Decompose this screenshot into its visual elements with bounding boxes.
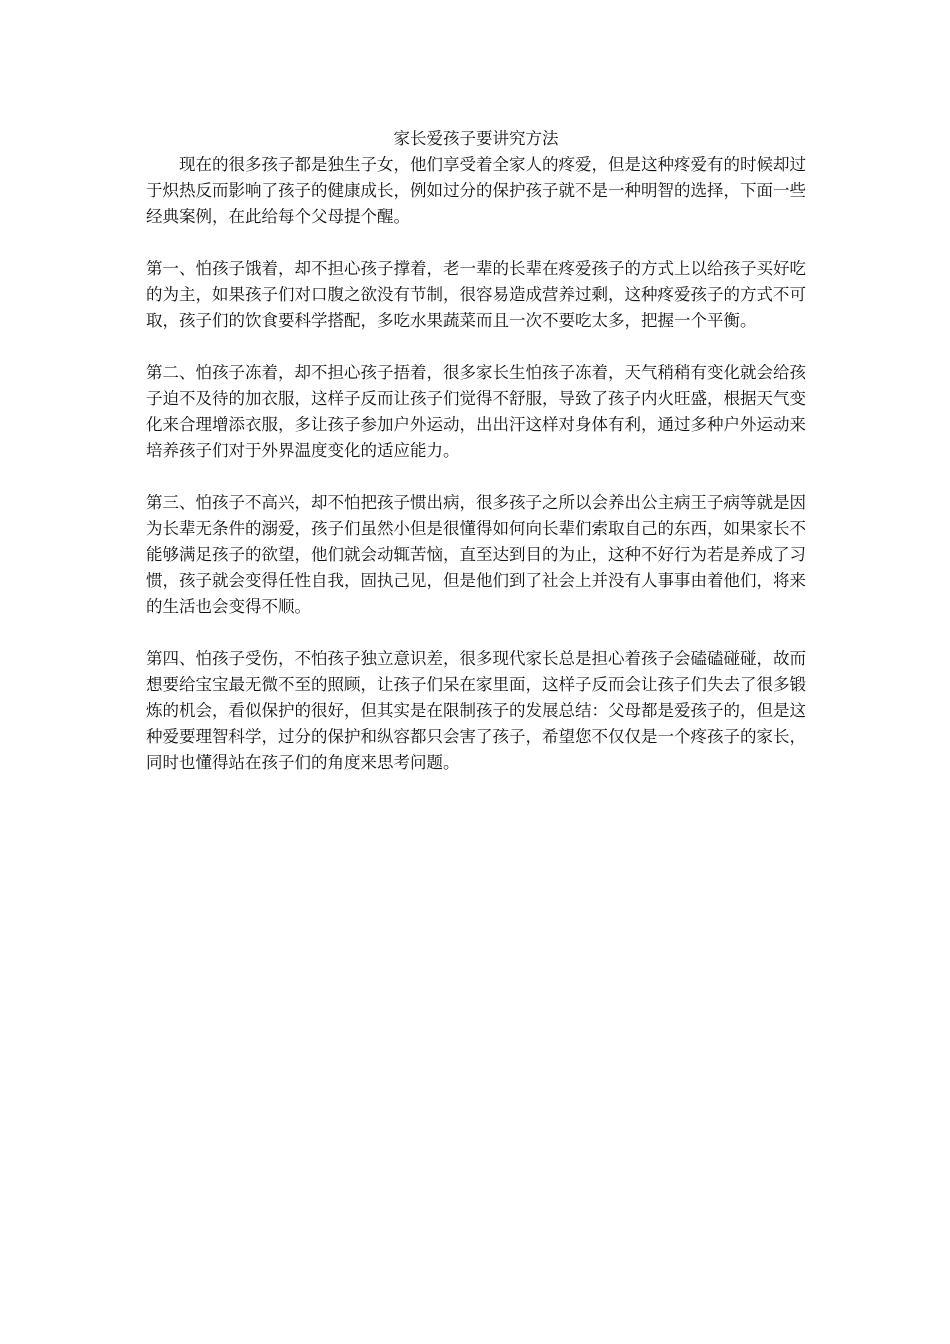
section-two-paragraph: 第二、怕孩子冻着，却不担心孩子捂着，很多家长生怕孩子冻着，天气稍稍有变化就会给孩子迫不及待的加衣服，这样子反而让孩子们觉得不舒服，导致了孩子内火旺盛，根据天气变化来合理增添衣服，多让孩子参加户外运动，出出汗这样对身体有利，通过多种户外运动来培养孩子们对于外界温度变化的适应能力。 xyxy=(146,363,806,460)
document-body xyxy=(146,126,806,776)
paragraph-spacer xyxy=(146,464,806,490)
section-three-paragraph: 第三、怕孩子不高兴，却不怕把孩子惯出病，很多孩子之所以会养出公主病王子病等就是因为长辈无条件的溺爱，孩子们虽然小但是很懂得如何向长辈们索取自己的东西，如果家长不能够满足孩子的欲望，他们就会动辄苦恼，直至达到目的为止，这种不好行为若是养成了习惯，孩子就会变得任性自我，固执己见，但是他们到了社会上并没有人事事由着他们，将来的生活也会变得不顺。 xyxy=(146,493,806,616)
section-four-paragraph: 第四、怕孩子受伤，不怕孩子独立意识差，很多现代家长总是担心着孩子会磕磕碰碰，故而想要给宝宝最无微不至的照顾，让孩子们呆在家里面，这样子反而会让孩子们失去了很多锻炼的机会，看似保护的很好，但其实是在限制孩子的发展总结：父母都是爱孩子的，但是这种爱要理智科学，过分的保护和纵容都只会害了孩子，希望您不仅仅是一个疼孩子的家长，同时也懂得站在孩子们的角度来思考问题。 xyxy=(146,649,806,772)
paragraph-spacer xyxy=(146,230,806,256)
paragraph-spacer xyxy=(146,334,806,360)
section-one-paragraph: 第一、怕孩子饿着，却不担心孩子撑着，老一辈的长辈在疼爱孩子的方式上以给孩子买好吃的为主，如果孩子们对口腹之欲没有节制，很容易造成营养过剩，这种疼爱孩子的方式不可取，孩子们的饮食要科学搭配，多吃水果蔬菜而且一次不要吃太多，把握一个平衡。 xyxy=(146,259,806,330)
document-title: 家长爱孩子要讲究方法 xyxy=(393,129,559,148)
paragraph-spacer xyxy=(146,620,806,646)
intro-paragraph: 现在的很多孩子都是独生子女，他们享受着全家人的疼爱，但是这种疼爱有的时候却过于炽热反而影响了孩子的健康成长，例如过分的保护孩子就不是一种明智的选择，下面一些经典案例，在此给每个父母提个醒。 xyxy=(146,155,806,226)
